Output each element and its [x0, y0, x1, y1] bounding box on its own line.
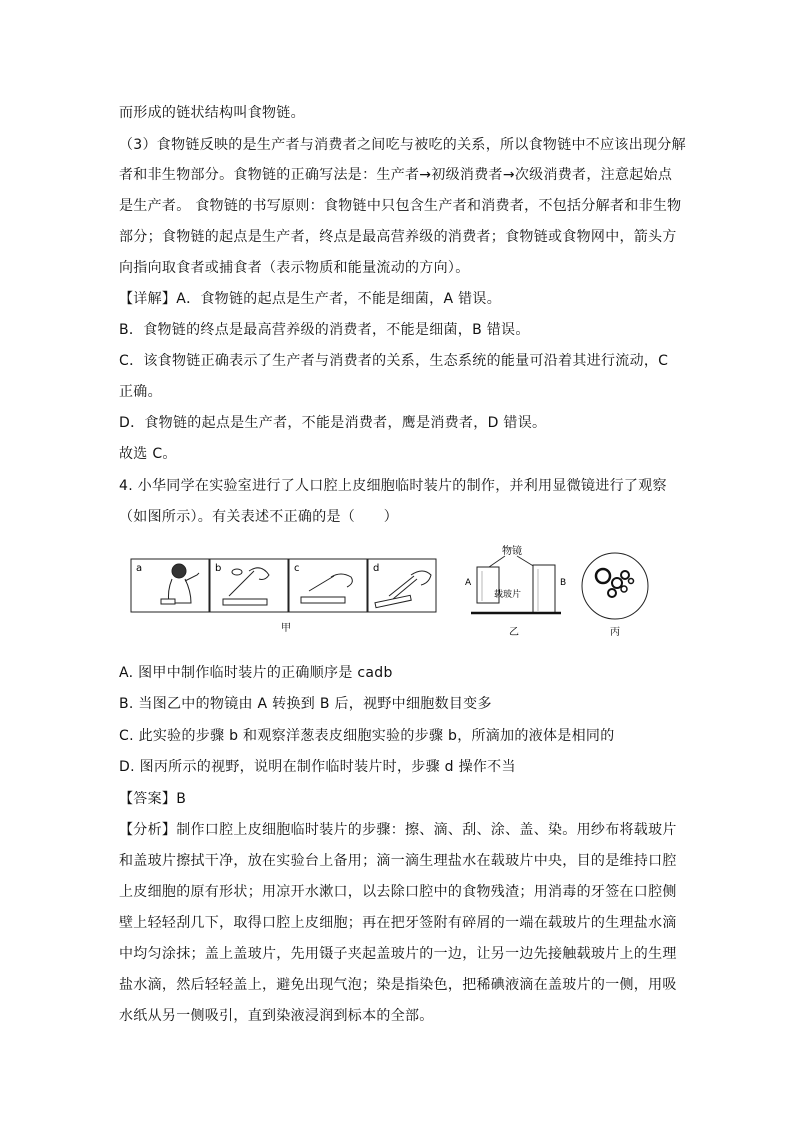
detail-line: C．该食物链正确表示了生产者与消费者的关系，生态系统的能量可沿着其进行流动，C — [119, 353, 669, 369]
detail-line: 正确。 — [119, 384, 162, 400]
detail-line: D．食物链的起点是生产者，不能是消费者，鹰是消费者，D 错误。 — [119, 415, 547, 431]
passage-line: 是生产者。 食物链的书写原则：食物链中只包含生产者和消费者，不包括分解者和非生物 — [119, 198, 682, 214]
analysis-line: 和盖玻片擦拭干净，放在实验台上备用；滴一滴生理盐水在载玻片中央，目的是维持口腔 — [119, 853, 677, 869]
option-d: D. 图丙所示的视野，说明在制作临时装片时，步骤 d 操作不当 — [119, 759, 516, 775]
analysis-line: 水纸从另一侧吸引，直到染液浸润到标本的全部。 — [119, 1008, 434, 1024]
answer-line: 【答案】B — [119, 791, 187, 807]
figure-yi — [465, 544, 566, 638]
panel-d-letter: d — [373, 563, 380, 574]
passage-line: 者和非生物部分。食物链的正确写法是：生产者→初级消费者→次级消费者，注意起始点 — [119, 167, 673, 183]
objective-b-letter: B — [560, 578, 567, 588]
choice-line: 故选 C。 — [119, 446, 177, 462]
figure-bing-label: 丙 — [610, 627, 620, 638]
panel-b-letter: b — [215, 563, 222, 574]
analysis-line: 上皮细胞的原有形状；用凉开水漱口，以去除口腔中的食物残渣；用消毒的牙签在口腔侧 — [119, 884, 677, 900]
slide-label: 载玻片 — [494, 590, 522, 600]
question-stem: （如图所示）。有关表述不正确的是（ ） — [119, 509, 398, 525]
detail-line: B．食物链的终点是最高营养级的消费者，不能是细菌，B 错误。 — [119, 322, 530, 338]
panel-a-letter: a — [136, 563, 143, 574]
passage-line: （3）食物链反映的是生产者与消费者之间吃与被吃的关系，所以食物链中不应该出现分解 — [119, 137, 686, 153]
analysis-line: 壁上轻轻刮几下，取得口腔上皮细胞；再在把牙签附有碎屑的一端在载玻片的生理盐水滴 — [119, 915, 677, 931]
objective-a-letter: A — [465, 578, 472, 588]
analysis-line: 中均匀涂抹；盖上盖玻片，先用镊子夹起盖玻片的一边，让另一边先接触载玻片上的生理 — [119, 946, 677, 962]
figure-yi-label: 乙 — [509, 627, 519, 638]
panel-c-letter: c — [294, 563, 300, 574]
objective-label: 物镜 — [502, 546, 522, 557]
analysis-line: 【分析】制作口腔上皮细胞临时装片的步骤：擦、滴、刮、涂、盖、染。用纱布将载玻片 — [119, 822, 677, 838]
passage-line: 向指向取食者或捕食者（表示物质和能量流动的方向）。 — [119, 260, 470, 276]
figure-jia-label: 甲 — [281, 623, 291, 634]
objective-pointer — [489, 556, 505, 567]
figure-jia — [131, 559, 436, 634]
passage-line: 部分；食物链的起点是生产者，终点是最高营养级的消费者；食物链或食物网中，箭头方 — [119, 229, 677, 245]
panel-c — [289, 559, 367, 612]
option-c: C. 此实验的步骤 b 和观察洋葱表皮细胞实验的步骤 b，所滴加的液体是相同的 — [119, 728, 615, 744]
passage-line: 而形成的链状结构叫食物链。 — [119, 105, 305, 121]
option-b: B. 当图乙中的物镜由 A 转换到 B 后，视野中细胞数目变多 — [119, 696, 492, 712]
objective-b — [533, 565, 555, 613]
question-figure — [119, 541, 679, 646]
figure-bing — [582, 553, 648, 638]
objective-pointer — [517, 556, 535, 567]
option-a: A. 图甲中制作临时装片的正确顺序是 cadb — [119, 665, 393, 681]
analysis-line: 盐水滴，然后轻轻盖上，避免出现气泡；染是指染色，把稀碘液滴在盖玻片的一侧，用吸 — [119, 977, 677, 993]
detail-heading-line: 【详解】A．食物链的起点是生产者，不能是细菌，A 错误。 — [119, 291, 502, 307]
question-stem: 4. 小华同学在实验室进行了人口腔上皮细胞临时装片的制作，并利用显微镜进行了观察 — [119, 478, 667, 494]
